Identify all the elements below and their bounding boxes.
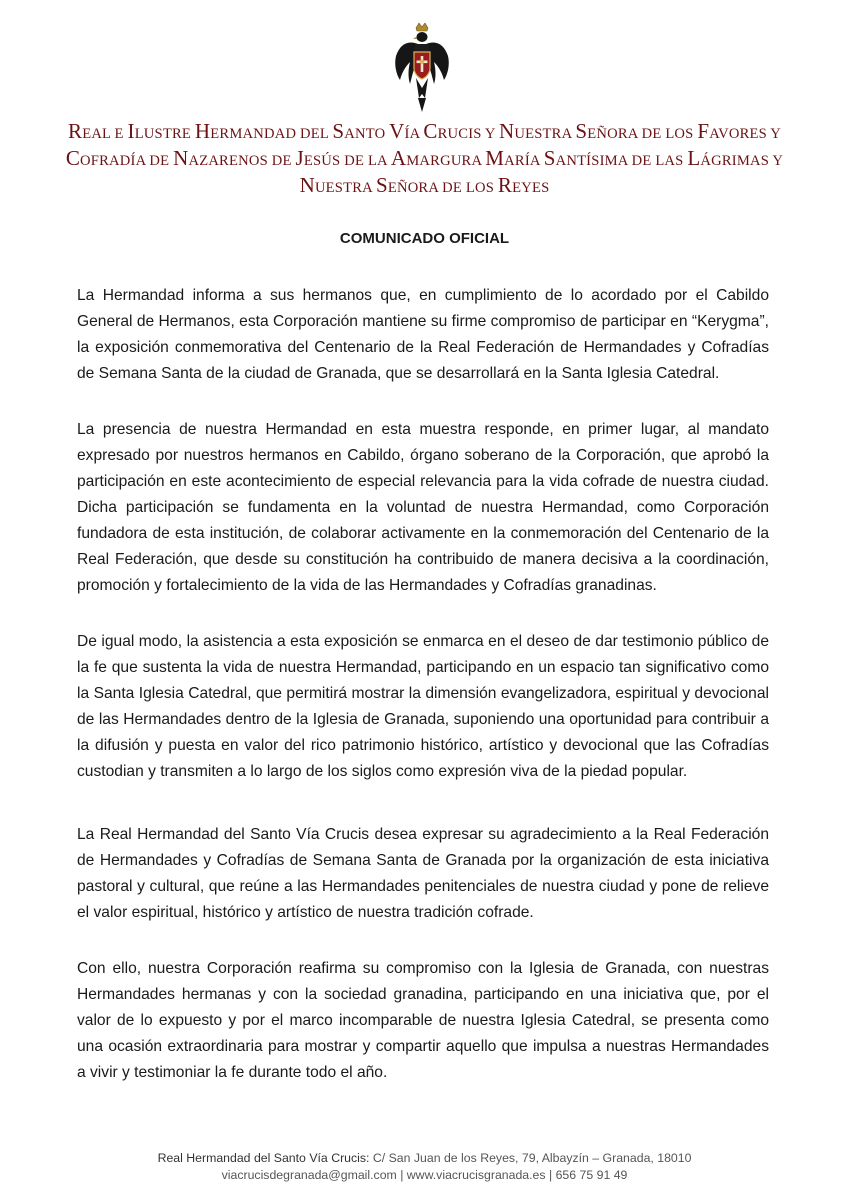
footer-address: C/ San Juan de los Reyes, 79, Albayzín – Granada, 18010 (372, 1151, 692, 1165)
paragraph-3: De igual modo, la asistencia a esta exposición se enmarca en el deseo de dar testimonio público de la fe que sustenta la vida de nuestra Hermandad, participando en un espacio tan significativo como la Santa Iglesia Catedral, que permitirá mostrar la dimensión evangelizadora, espiritual y devocional de las Hermandades dentro de la Iglesia de Granada, suponiendo una oportunidad para contribuir a la difusión y puesta en valor del rico patrimonio histórico, artístico y devocional que las Cofradías custodian y transmiten a lo largo de los siglos como expresión viva de la piedad popular. (77, 633, 769, 780)
paragraph-5: Con ello, nuestra Corporación reafirma su compromiso con la Iglesia de Granada, con nuestras Hermandades hermanas y con la sociedad granadina, participando en una iniciativa que, por el valor de lo expuesto y por el marco incomparable de nuestra Iglesia Catedral, se presenta como una ocasión extraordinaria para mostrar y compartir aquello que impulsa a nuestras Hermandades a vivir y testimoniar la fe durante todo el año. (77, 960, 769, 1081)
brotherhood-name-line-2: COFRADÍA DE NAZARENOS DE JESÚS DE LA AMARGURA MARÍA SANTÍSIMA DE LAS LÁGRIMAS Y (65, 146, 784, 170)
footer-address-line (0, 1151, 849, 1165)
paragraph-4: La Real Hermandad del Santo Vía Crucis desea expresar su agradecimiento a la Real Federación de Hermandades y Cofradías de Semana Santa de Granada por la organización de esta iniciativa pastoral y cultural, que reúne a las Hermandades penitenciales de nuestra ciudad y pone de relieve el valor espiritual, histórico y artístico de nuestra tradición cofrade. (77, 826, 769, 921)
footer-contact-line: viacrucisdegranada@gmail.com | www.viacrucisgranada.es | 656 75 91 49 (221, 1168, 628, 1182)
brotherhood-name-line-3: NUESTRA SEÑORA DE LOS REYES (299, 173, 550, 197)
paragraph-2: La presencia de nuestra Hermandad en esta muestra responde, en primer lugar, al mandato expresado por nuestros hermanos en Cabildo, órgano soberano de la Corporación, que aprobó la participación en este acontecimiento de especial relevancia para la vida cofrade de nuestra ciudad. Dicha participación se fundamenta en la voluntad de nuestra Hermandad, como Corporación fundadora de esta institución, de colaborar activamente en la conmemoración del Centenario de la Real Federación, que desde su constitución ha contribuido de manera decisiva a la coordinación, promoción y fortalecimiento de la vida de las Hermandades y Cofradías granadinas. (77, 421, 769, 594)
footer-org-name: Real Hermandad del Santo Vía Crucis: (157, 1151, 370, 1165)
paragraph-1: La Hermandad informa a sus hermanos que, en cumplimiento de lo acordado por el Cabildo General de Hermanos, esta Corporación mantiene su firme compromiso de participar en “Kerygma”, la exposición conmemorativa del Centenario de la Real Federación de Hermandades y Cofradías de Semana Santa de la ciudad de Granada, que se desarrollará en la Santa Iglesia Catedral. (77, 287, 769, 382)
document-title: COMUNICADO OFICIAL (339, 230, 510, 247)
brotherhood-name-line-1: REAL E ILUSTRE HERMANDAD DEL SANTO VÍA CRUCIS Y NUESTRA SEÑORA DE LOS FAVORES Y (67, 119, 781, 143)
brotherhood-crest-icon (394, 22, 450, 114)
